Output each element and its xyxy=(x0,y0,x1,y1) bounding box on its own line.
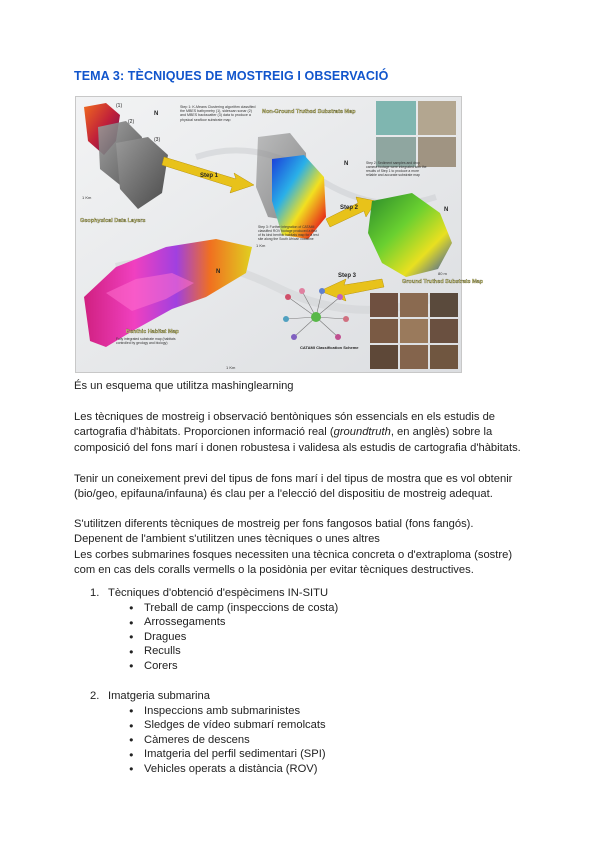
step2-label: Step 2 xyxy=(340,205,359,211)
habitat-mapping-figure xyxy=(75,96,483,373)
paragraph-line: com en cas dels coralls vermells o la posidònia per evitar tècniques destructives. xyxy=(74,564,474,577)
layer-label-2: (2) xyxy=(128,119,135,125)
paragraph-techniques xyxy=(74,517,534,579)
paragraph-line: (bio/geo, epifauna/infauna) és clau per a l'elecció del dispositiu de mostreig adequat. xyxy=(74,488,493,501)
list-item: ● Sledges de vídeo submarí remolcats xyxy=(74,718,534,733)
ground-truthed-label: Ground Truthed Substrate Map xyxy=(402,279,483,285)
text-segment: cartografia d'hàbitats. Proporcionen informació real ( xyxy=(74,426,334,439)
non-ground-truthed-label: Non-Ground Truthed Substrate Map xyxy=(262,109,356,115)
list-item: ● Treball de camp (inspeccions de costa) xyxy=(74,601,534,616)
scale-label-2: 1 Km xyxy=(256,243,266,248)
list-item: ● Arrossegaments xyxy=(74,615,534,630)
list-item: ● Dragues xyxy=(74,630,534,645)
groundtruth-term: groundtruth xyxy=(333,426,391,439)
paragraph-sampling xyxy=(74,472,534,503)
rov-photo-9 xyxy=(430,345,458,369)
rov-photo-8 xyxy=(400,345,428,369)
list-item: ● Vehicles operats a distància (ROV) xyxy=(74,762,534,777)
paragraph-line: S'utilitzen diferents tècniques de mostreig per fons fangosos batial (fons fangós). xyxy=(74,518,474,530)
seafloor-photo-1 xyxy=(376,101,416,135)
step1-description: Step 1: K-Means Clustering algorithm classified the MBES bathymetry (1), sidescan sonar (2) and MBES backscatter (3) data to produce a physical seafloor substrate map xyxy=(180,105,256,122)
scale-label-1: 1 Km xyxy=(82,195,92,200)
catami-label: CATAMI Classification Scheme xyxy=(300,345,359,350)
rov-photo-2 xyxy=(400,293,428,317)
rov-photo-4 xyxy=(370,319,398,343)
list-item: ● Inspeccions amb submarinistes xyxy=(74,704,534,719)
list-heading xyxy=(74,689,534,704)
paragraph-intro xyxy=(74,410,534,456)
caption-paragraph xyxy=(74,379,534,394)
list-item: ● Càmeres de descens xyxy=(74,733,534,748)
list-number: 1. xyxy=(90,587,100,599)
geophysical-label: Geophysical Data Layers xyxy=(80,218,146,224)
list-item: ● Reculls xyxy=(74,644,534,659)
paragraph-line-groundtruth xyxy=(74,425,534,440)
paragraph-line: composició del fons marí i donen robustesa i validesa als estudis de cartografia d'hàbitats. xyxy=(74,441,521,454)
list-item: ● Imatgeria del perfil sedimentari (SPI) xyxy=(74,747,534,762)
step1-label: Step 1 xyxy=(200,173,219,179)
list-heading-label: Imatgeria submarina xyxy=(108,690,210,702)
step3-label: Step 3 xyxy=(338,273,357,279)
list-heading-label: Tècniques d'obtenció d'espècimens IN-SITU xyxy=(108,587,329,599)
rov-photo-3 xyxy=(430,293,458,317)
scale-label-3: 1 Km xyxy=(226,365,236,370)
step3-description: Step 3: Further integration of CATAMI classified ROV footage produced a first of its kind benthic habitats map for a test site along the South African coastline xyxy=(258,225,319,241)
rov-photo-7 xyxy=(370,345,398,369)
list-item: ● Corers xyxy=(74,659,534,674)
benthic-description: Fully integrated substrate map (habitats controlled by geology and biology) xyxy=(116,337,176,345)
paragraph-line: Les tècniques de mostreig i observació bentòniques són essencials en els estudis de xyxy=(74,411,496,423)
rov-photo-1 xyxy=(370,293,398,317)
list-number: 2. xyxy=(90,690,100,702)
layer-label-1: (1) xyxy=(116,103,123,109)
seafloor-photo-2 xyxy=(418,101,456,135)
page-title: TEMA 3: TÈCNIQUES DE MOSTREIG I OBSERVACIÓ xyxy=(74,69,389,83)
layer-label-3: (3) xyxy=(154,137,161,143)
north-arrow-1: N xyxy=(154,111,159,117)
rov-photo-5 xyxy=(400,319,428,343)
paragraph-line: Depenent de l'ambient s'utilitzen unes tècniques o unes altres xyxy=(74,533,380,546)
list-imatgeria xyxy=(74,689,534,777)
paragraph-line: Les corbes submarines fosques necessiten una tècnica concreta o d'extraploma (sostre) xyxy=(74,548,513,561)
benthic-label: Benthic Habitat Map xyxy=(126,329,179,335)
north-arrow-4: N xyxy=(216,269,221,275)
paragraph-line: Tenir un coneixement previ del tipus de fons marí i del tipus de mostra que es vol obtenir xyxy=(74,473,513,485)
north-arrow-3: N xyxy=(444,207,449,213)
text-segment: , en anglès) sobre la xyxy=(390,426,493,439)
caption-line: És un esquema que utilitza mashinglearning xyxy=(74,380,294,392)
list-in-situ xyxy=(74,586,534,674)
rov-photo-6 xyxy=(430,319,458,343)
list-heading xyxy=(74,586,534,601)
scale-label-4: 80 m xyxy=(438,271,447,276)
north-arrow-2: N xyxy=(344,161,349,167)
step2-description: Step 2: Sediment samples and drop camera footage were integrated with the results of Step 1 to produce a more reliable and accurate substrate map xyxy=(366,161,427,177)
